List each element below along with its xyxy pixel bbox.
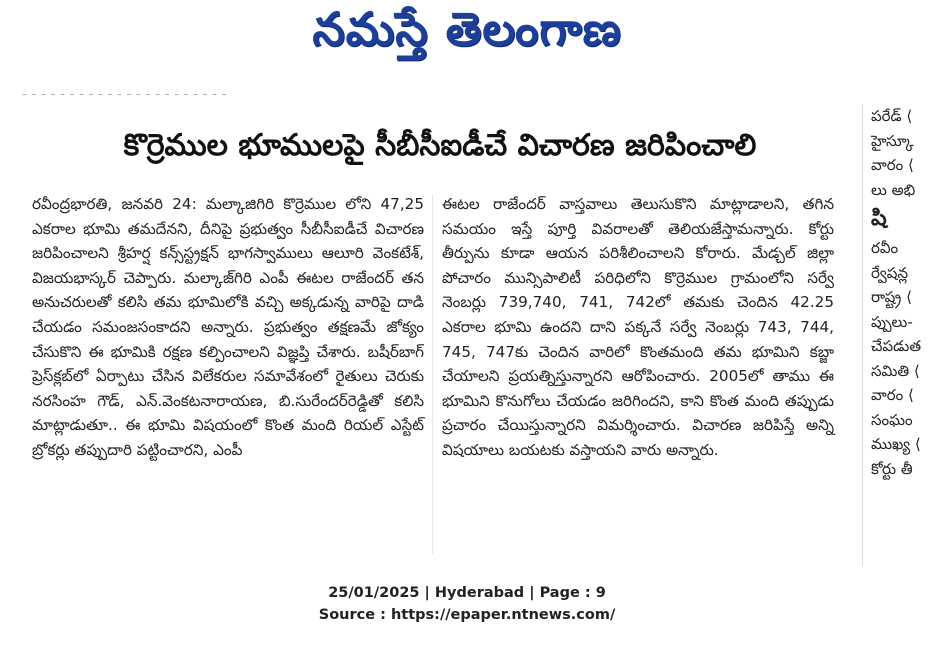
masthead xyxy=(0,0,934,70)
side-line: సమితి ⟨ xyxy=(871,361,920,380)
side-line: వారం ⟨ xyxy=(871,386,914,404)
side-line: కోర్టు తీ xyxy=(871,459,913,478)
article-clipping xyxy=(22,94,858,566)
article-headline: కొర్రెముల భూములపై సీబీసీఐడీచే విచారణ జరిపించాలి xyxy=(123,128,757,163)
source-link[interactable]: Source : https://epaper.ntnews.com/ xyxy=(318,607,616,623)
cropped-top-text: - - - - - - - - - - - - - - - - - - - - - - xyxy=(22,94,227,102)
article-column-left: రవీంద్రభారతి, జనవరి 24: మల్కాజిగిరి కొర్రెముల లోని 47,25 ఎకరాల భూమి తమదేనని, దీనిపై ప్రభుత్వం సీబీసీఐడీచే విచారణ జరిపించాలని శ్రీహర్ష కన్స్‌స్ట్రక్షన్ భాగస్వాములు ఆలూరి వెంకటేశ్, విజయభాస్కర్ చెప్పారు. మల్కాజ్‌గిరి ఎంపీ ఈటల రాజేందర్ తన అనుచరులతో కలిసి తమ భూమిలోకి వచ్చి అక్కడున్న వారిపై దాడి చేయడం సమంజసంకాదని అన్నారు. ప్రభుత్వం తక్షణమే జోక్యం చేసుకొని ఈ భూమికి రక్షణ కల్పించాలని విజ్ఞప్తి చేశారు. బషీర్‌బాగ్ ప్రెస్‌క్లబ్‌లో ఏర్పాటు చేసిన విలేకరుల సమావేశంలో రైతులు చెరుకు నరసింహ గౌడ్, ఎన్.వెంకటనారాయణ, బి.సురేందర్‌రెడ్డితో కలిసి మాట్లాడుతూ.. ఈ భూమి విషయంలో కొంత మంది రియల్ ఎస్టేట్ బ్రోకర్లు తప్పుదారి పట్టించారని, ఎంపీ xyxy=(32,195,424,459)
side-heading: షి xyxy=(871,206,887,231)
side-line: ప్పులు- xyxy=(871,312,913,331)
side-line: పరేడ్ ⟨ xyxy=(871,107,913,125)
newspaper-logo: నమస్తే తెలంగాణ xyxy=(312,2,622,56)
adjacent-article-fragment xyxy=(862,104,934,566)
side-line: రాష్ట్ర ⟨ xyxy=(871,288,912,306)
side-line: ర్వేషన్ల xyxy=(871,263,908,282)
side-line: రవీం xyxy=(871,239,899,257)
side-line: చేపడుత xyxy=(871,337,922,355)
side-line: ముఖ్య ⟨ xyxy=(871,435,921,453)
page-footer xyxy=(0,582,934,626)
side-line: సంఘం xyxy=(871,410,913,429)
article-column-right: ఈటల రాజేందర్ వాస్తవాలు తెలుసుకొని మాట్లాడాలని, తగిన సమయం ఇస్తే పూర్తి వివరాలతో తెలియజేస్తామన్నారు. కోర్టు తీర్పును కూడా ఆయన పరిశీలించాలని కోరారు. మేడ్చల్ జిల్లా పోచారం మున్సిపాలిటీ పరిధిలోని కొర్రెముల గ్రామంలోని సర్వే నెంబర్లు 739,740, 741, 742లో తమకు చెందిన 42.25 ఎకరాల భూమి ఉందని దాని పక్కనే సర్వే నెంబర్లు 743, 744, 745, 747కు చెందిన వారిలో కొంతమంది తమ భూమిని కబ్జా చేయాలని ప్రయత్నిస్తున్నారని ఆరోపించారు. 2005లో తాము ఈ భూమిని కొనుగోలు చేయడం జరిగిందని, కాని కొంత మంది తప్పుడు ప్రచారం చేయిస్తున్నారని విమర్శించారు. విచారణ జరిపిస్తే అన్ని విషయాలు బయటకు వస్తాయని వారు అన్నారు. xyxy=(442,195,834,459)
edition-info: 25/01/2025 | Hyderabad | Page : 9 xyxy=(328,585,606,601)
side-line: హైస్కూ xyxy=(871,131,914,150)
side-line: లు అభి xyxy=(871,180,916,199)
side-line: వారం ⟨ xyxy=(871,156,914,174)
column-divider xyxy=(432,194,433,554)
